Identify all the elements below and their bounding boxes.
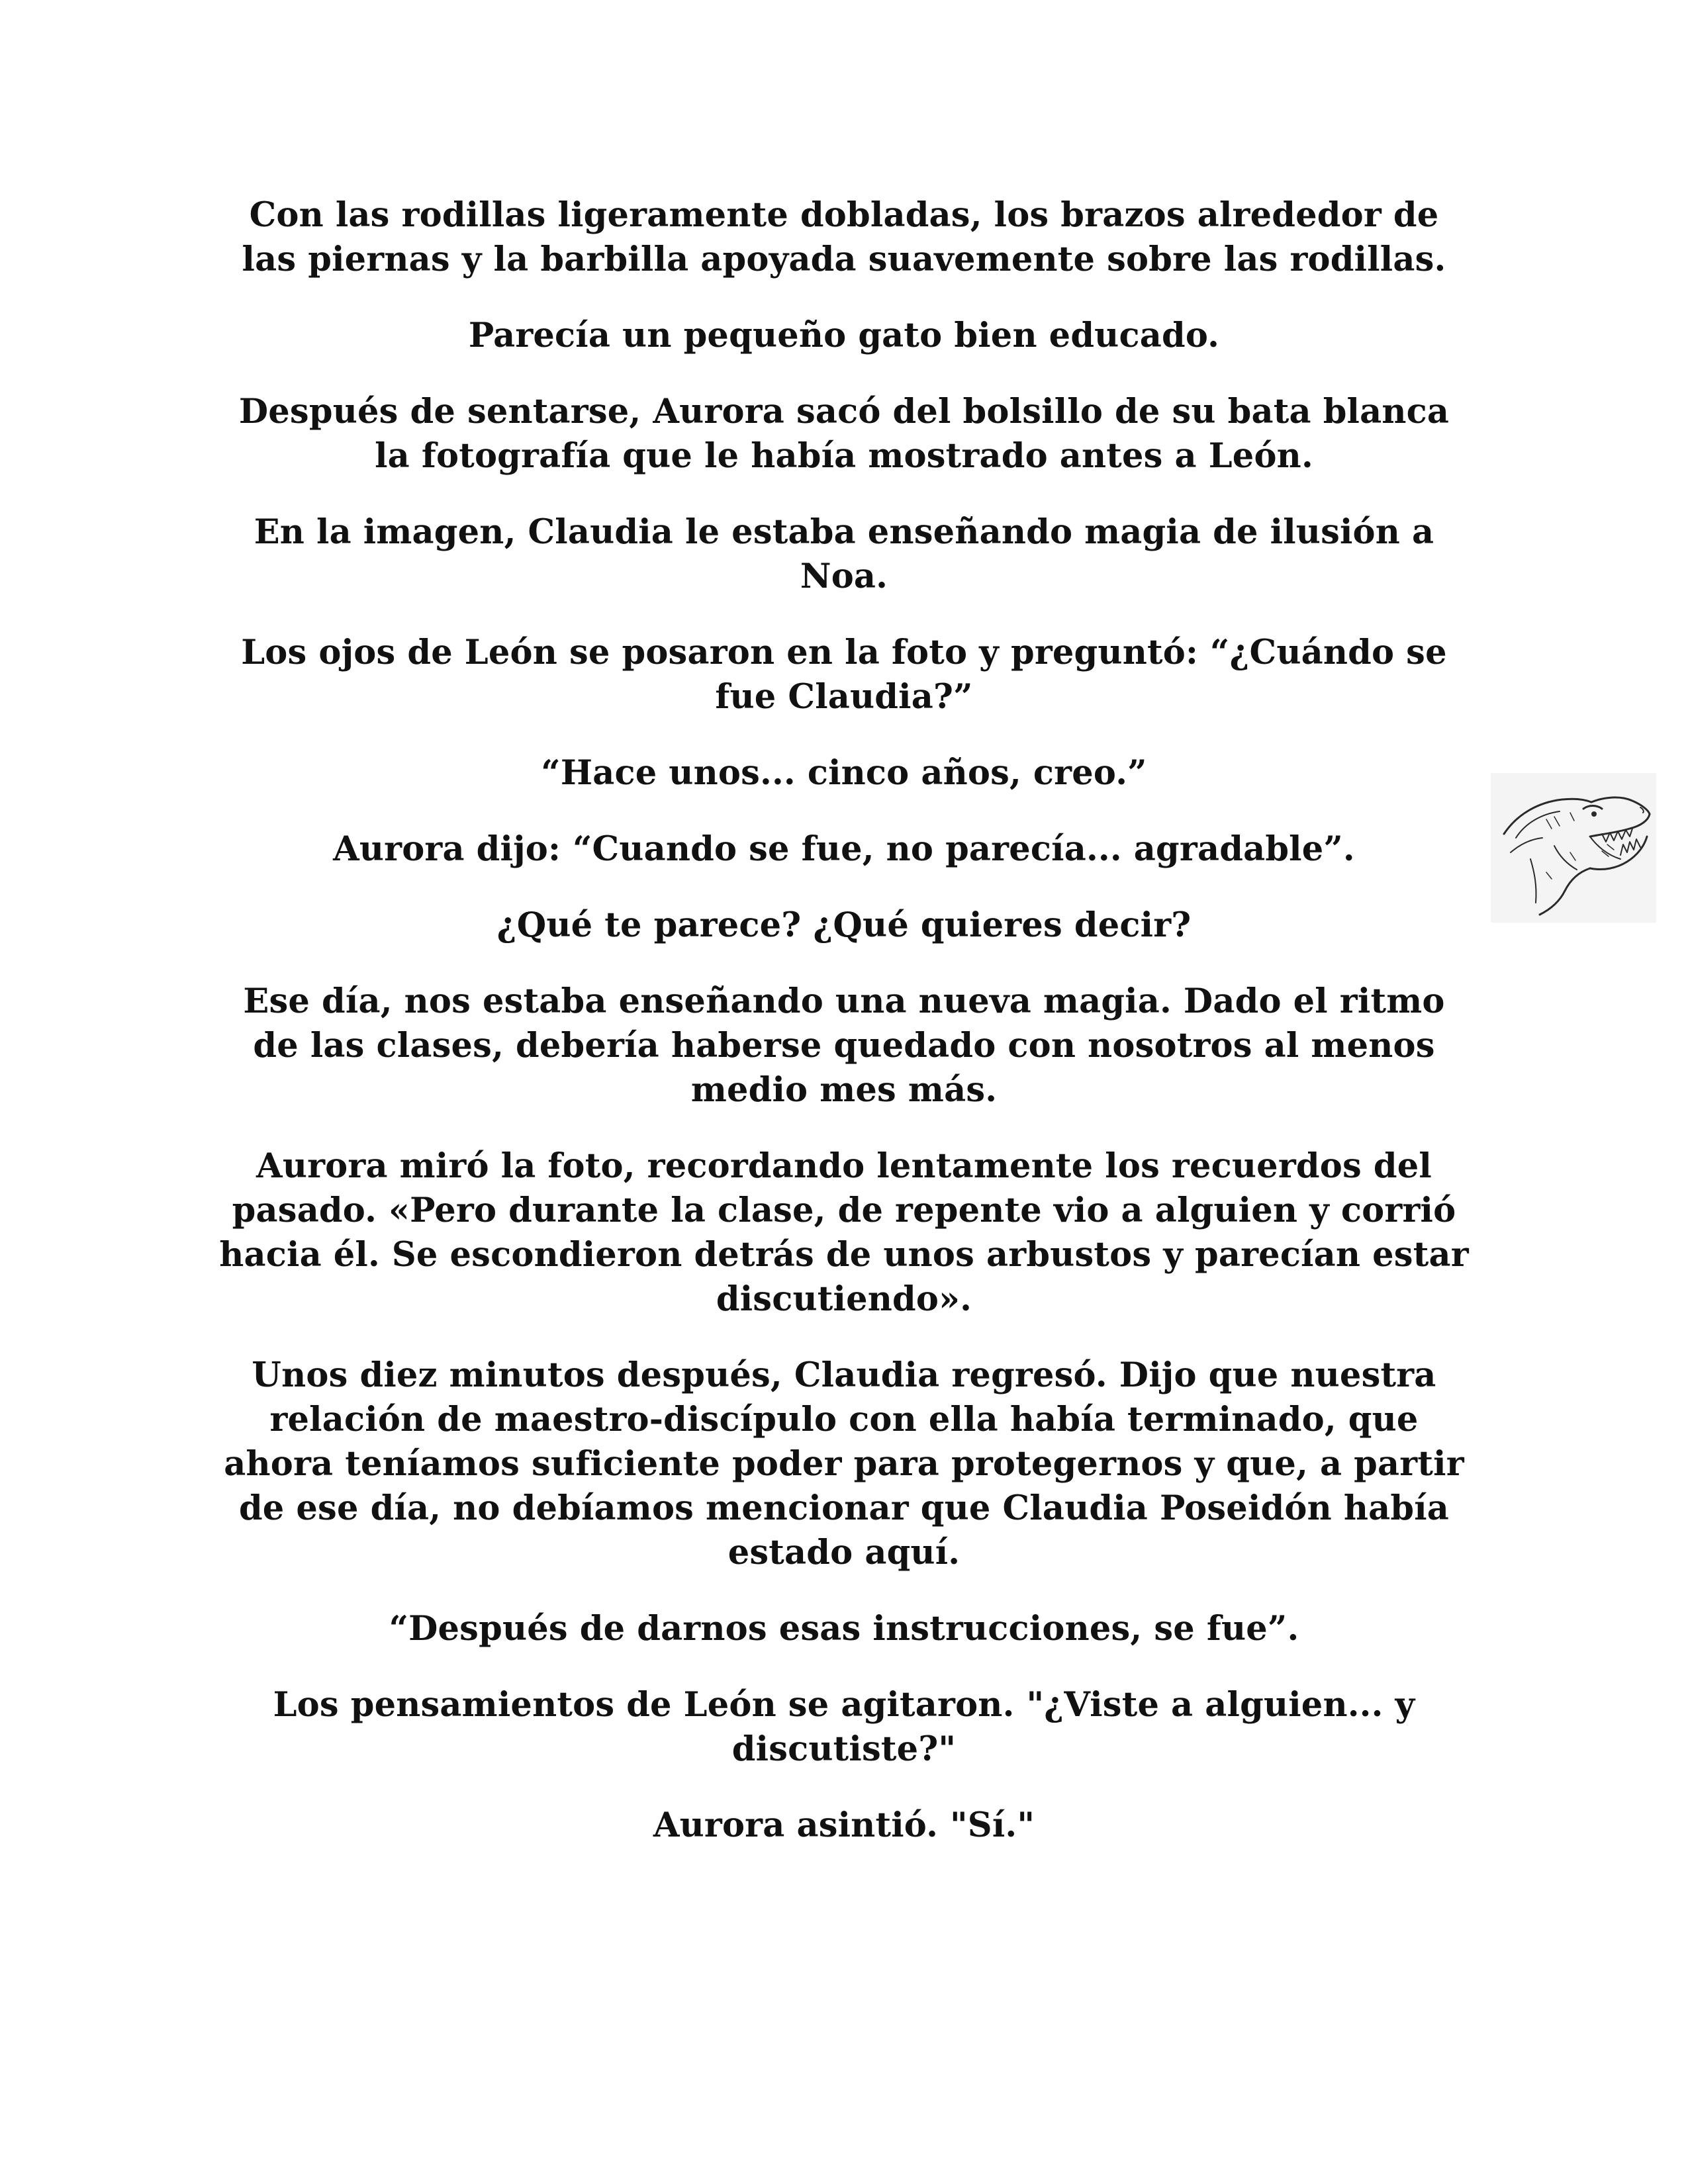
paragraph: Unos diez minutos después, Claudia regresó. Dijo que nuestra relación de maestro-discípulo con ella había terminado, que ahora teníamos suficiente poder para protegernos y que, a partir de ese día, no debíamos mencionar que Claudia Poseidón había estado aquí. (224, 1355, 1464, 1572)
paragraph: Los ojos de León se posaron en la foto y preguntó: “¿Cuándo se fue Claudia?” (241, 633, 1447, 717)
paragraph: Parecía un pequeño gato bien educado. (468, 316, 1220, 355)
paragraph: Los pensamientos de León se agitaron. "¿Viste a alguien... y discutiste?" (273, 1685, 1415, 1769)
paragraph: “Hace unos... cinco años, creo.” (541, 753, 1147, 793)
paragraph: ¿Qué te parece? ¿Qué quieres decir? (496, 905, 1192, 945)
paragraph: “Después de darnos esas instrucciones, se fue”. (389, 1609, 1299, 1649)
paragraph: Ese día, nos estaba enseñando una nueva magia. Dado el ritmo de las clases, debería haberse quedado con nosotros al menos medio mes más. (243, 981, 1445, 1110)
dinosaur-head-sketch-icon (1491, 773, 1656, 923)
paragraph: Aurora dijo: “Cuando se fue, no parecía... agradable”. (333, 829, 1355, 869)
paragraph: Aurora miró la foto, recordando lentamente los recuerdos del pasado. «Pero durante la clase, de repente vio a alguien y corrió hacia él. Se escondieron detrás de unos arbustos y parecían estar discutiendo». (219, 1146, 1469, 1319)
body-text (218, 193, 1470, 1880)
paragraph: Aurora asintió. "Sí." (653, 1805, 1035, 1845)
paragraph: Con las rodillas ligeramente dobladas, los brazos alrededor de las piernas y la barbilla apoyada suavemente sobre las rodillas. (242, 195, 1446, 279)
paragraph: En la imagen, Claudia le estaba enseñando magia de ilusión a Noa. (254, 512, 1434, 596)
paragraph: Después de sentarse, Aurora sacó del bolsillo de su bata blanca la fotografía que le había mostrado antes a León. (238, 392, 1450, 476)
